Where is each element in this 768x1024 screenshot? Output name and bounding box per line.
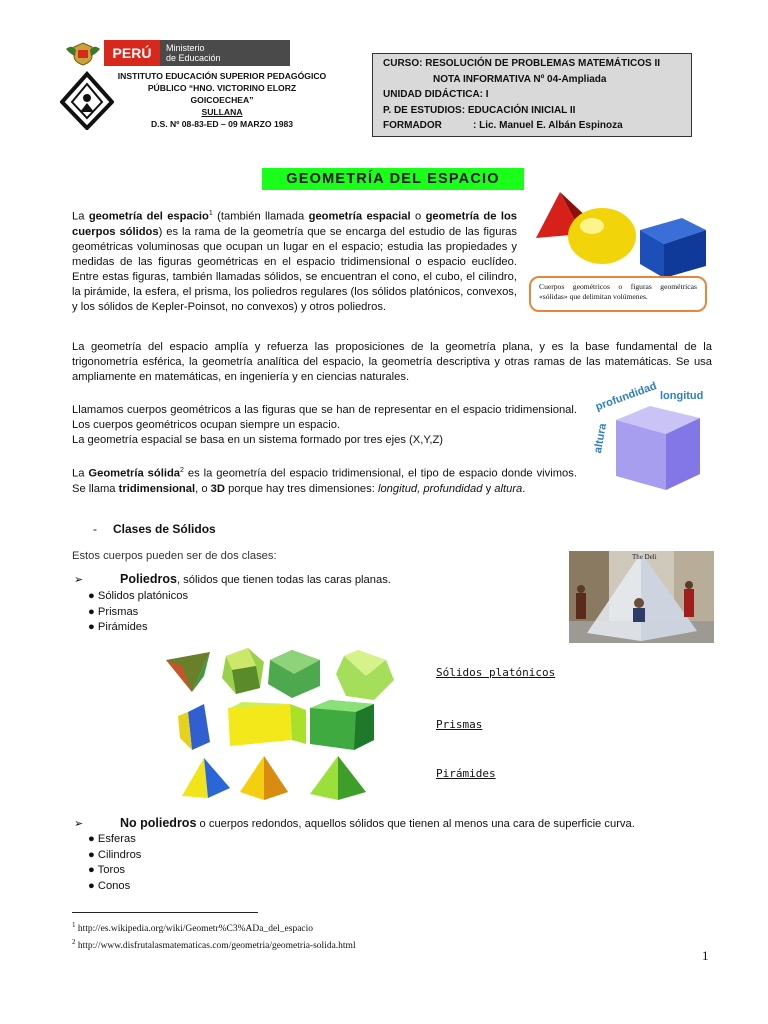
- polyhedra-image: [160, 646, 400, 802]
- list-item: ● Toros: [88, 864, 126, 876]
- list-item: ● Pirámides: [88, 621, 148, 633]
- page-title: GEOMETRÍA DEL ESPACIO: [262, 168, 524, 190]
- label-piramides: Pirámides: [436, 767, 496, 780]
- label-solidos-platonicos: Sólidos platónicos: [436, 666, 556, 679]
- coat-of-arms-icon: [66, 40, 100, 66]
- note-number: NOTA INFORMATIVA Nº 04-Ampliada: [433, 73, 607, 85]
- trainer: FORMADOR : Lic. Manuel E. Albán Espinoza: [383, 120, 623, 131]
- footnote-1: $^1$ http://es.wikipedia.org/wiki/Geometr%C3%ADa_del_espacio: [72, 921, 314, 935]
- institute-info: INSTITUTO EDUCACIÓN SUPERIOR PEDAGÓGICO PÚBLICO “HNO. VICTORINO ELORZ GOICOECHEA” SULLANA D.S. Nº 08-83-ED – 09 MARZO 1983: [117, 71, 327, 129]
- list-item: ● Conos: [88, 879, 131, 892]
- study-plan: P. DE ESTUDIOS: EDUCACIÓN INICIAL II: [383, 104, 576, 116]
- section-heading: - Clases de Sólidos: [93, 522, 216, 536]
- footnote-divider: [72, 912, 258, 913]
- paragraph-geometry-base: La geometría del espacio amplía y refuerza las proposiciones de la geometría plana, y es la base fundamental de la trigonometría esférica, la geometría analítica del espacio, la geometría descriptiva y otras ramas de las matemáticas. Se usa ampliamente en matemáticas, en ingeniería y en ciencias naturales.: [72, 341, 712, 383]
- page-number: 1: [702, 948, 709, 963]
- list-item: ● Cilindros: [88, 848, 142, 861]
- classes-intro: Estos cuerpos pueden ser de dos clases:: [72, 550, 277, 562]
- pyramid-photo-sign: The Deli: [632, 553, 657, 561]
- list-item: ● Esferas: [88, 833, 136, 845]
- paragraph-solid-geometry: La Geometría sólida$^2$ es la geometría del espacio tridimensional, el tipo de espacio donde vivimos. Se llama tridimensional, o 3D porque hay tres dimensiones: longitud, profundidad y altura.: [72, 467, 577, 495]
- footnotes: [72, 919, 356, 953]
- label-prismas: Prismas: [436, 718, 483, 731]
- label-profundidad: profundidad: [594, 380, 659, 414]
- list-item: ● Prismas: [88, 605, 139, 618]
- geometric-shapes-image: [530, 190, 708, 278]
- label-longitud: longitud: [660, 390, 704, 402]
- no-poliedros-heading: ➢ No poliedros o cuerpos redondos, aquellos sólidos que tienen al menos una cara de superficie curva.: [74, 816, 635, 830]
- label-altura: altura: [592, 422, 610, 455]
- glass-pyramid-photo: [569, 551, 714, 643]
- shapes-caption: Cuerpos geométricos o figuras geométricas «sólidas» que delimitan volúmenes.: [529, 276, 707, 312]
- footnote-2: $^2$ http://www.disfrutalasmatematicas.com/geometria/geometria-solida.html: [72, 938, 356, 952]
- course-name: CURSO: RESOLUCIÓN DE PROBLEMAS MATEMÁTICOS II: [383, 58, 661, 69]
- list-item: ● Sólidos platónicos: [88, 590, 189, 602]
- no-poliedros-list: [88, 832, 141, 894]
- peru-label: PERÚ: [104, 40, 160, 66]
- intro-paragraph: La geometría del espacio$^1$ (también llamada geometría espacial o geometría de los cuerpos sólidos) es la rama de la geometría que se encarga del estudio de las figuras geométricas voluminosas que ocupan un lugar en el espacio; estudia las propiedades y medidas de las figuras geométricas en el espacio tridimensional o espacio euclídeo. Entre estas figuras, también llamadas sólidos, se encuentran el cono, el cubo, el cilindro, la pirámide, la esfera, el prisma, los poliedros regulares (los sólidos platónicos, convexos, y los sólidos de Kepler-Poinsot, no convexos) y otros poliedros.: [72, 210, 518, 313]
- course-info-box: [372, 53, 692, 137]
- ministry-label: Ministerio de Educación: [160, 40, 290, 66]
- paragraph-geometric-bodies: Llamamos cuerpos geométricos a las figuras que se han de representar en el espacio tridimensional. Los cuerpos geométricos ocupan siempre un espacio. La geometría espacial se basa en un sistema formado por tres ejes (X,Y,Z): [72, 404, 577, 446]
- didactic-unit: UNIDAD DIDÁCTICA: I: [383, 89, 489, 100]
- poliedros-heading: ➢ Poliedros, sólidos que tienen todas las caras planas.: [74, 572, 391, 586]
- ministry-logo: [104, 40, 290, 66]
- poliedros-list: [88, 589, 188, 636]
